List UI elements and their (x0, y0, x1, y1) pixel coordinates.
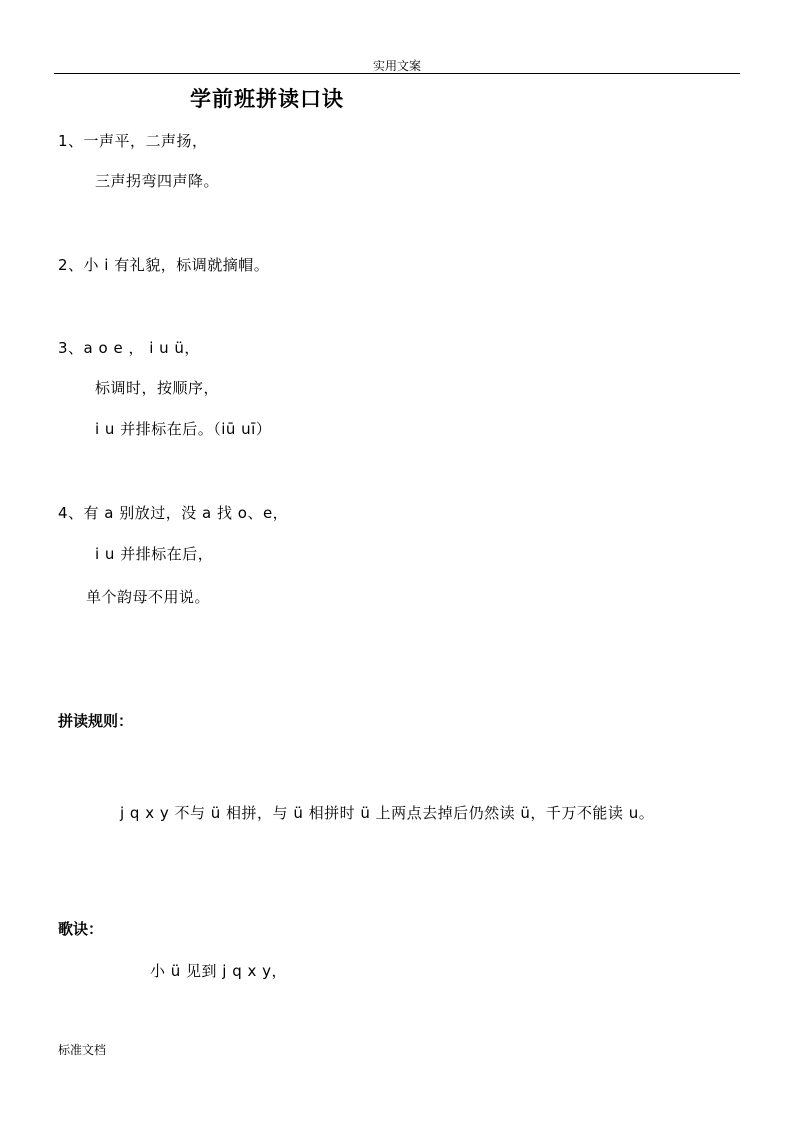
item-1-line-1: 1、一声平，二声扬， (58, 132, 208, 150)
song-line-1: 小 ü 见到 j q x y， (150, 962, 288, 980)
rules-paragraph: j q x y 不与 ü 相拼，与 ü 相拼时 ü 上两点去掉后仍然读 ü，千万不能读 u。 (120, 804, 655, 822)
page-header: 实用文案 (372, 59, 421, 73)
item-3-line-1: 3、a o e ， i u ü， (58, 339, 200, 357)
item-3-line-2: 标调时，按顺序， (95, 379, 220, 397)
rules-heading: 拼读规则： (58, 712, 134, 730)
song-heading: 歌诀： (58, 920, 104, 938)
item-4-line-3: 单个韵母不用说。 (86, 588, 211, 606)
page-footer: 标准文档 (58, 1043, 107, 1057)
item-2-line-1: 2、小 i 有礼貌，标调就摘帽。 (58, 256, 270, 274)
item-3-line-3: i u 并排标在后。（iū uī） (95, 420, 272, 438)
item-4-line-2: i u 并排标在后， (95, 545, 214, 563)
item-4-line-1: 4、有 a 别放过，没 a 找 o、e， (58, 504, 289, 522)
document-title: 学前班拼读口诀 (190, 86, 344, 111)
header-divider (54, 73, 740, 74)
item-1-line-2: 三声拐弯四声降。 (95, 172, 220, 190)
